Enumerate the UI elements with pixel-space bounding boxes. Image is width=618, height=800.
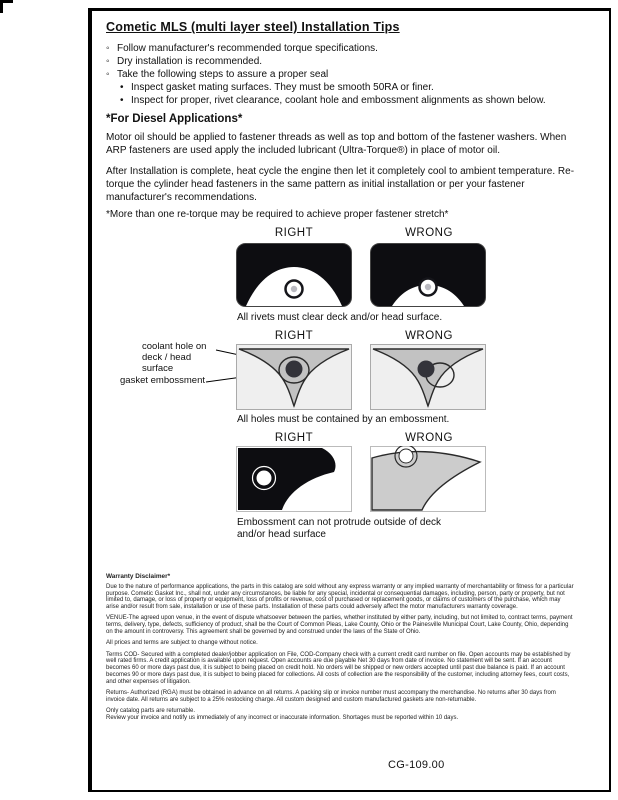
caption-protrusion: Embossment can not protrude outside of deck and/or head surface xyxy=(237,517,442,540)
diagram-embossment-wrong xyxy=(370,344,488,410)
warranty-paragraph: Due to the nature of performance applications, the parts in this catalog are sold without any express warranty or any implied warranty of merchantability or fitness for a particular purpose. Cometic Gasket Inc., shall not, under any circumstances, be liable for any special, incidental or consequential damages, including, person, party or property, but not limited to, damage, or loss of property or equipment, loss of profits or revenue, cost of purchased or replacement goods, or claims of customers of the purchase, which may arise and/or result from sale, installation or use of these parts. Installation of these parts could adversely affect the motor manufacturers warranty coverage. xyxy=(106,583,574,611)
tip-item: ◦ Dry installation is recommended. xyxy=(106,55,598,68)
warranty-paragraph: Review your invoice and notify us immediately of any incorrect or inaccurate information. Shortages must be reported within 10 days. xyxy=(106,715,459,722)
protrusion-wrong-figure xyxy=(370,446,486,512)
diagram-protrusion-right xyxy=(236,446,352,512)
diagram-embossment-right xyxy=(236,344,352,410)
right-label-row2: RIGHT xyxy=(274,330,314,342)
wrong-label-row2: WRONG xyxy=(405,330,453,342)
diesel-paragraph-2: After Installation is complete, heat cycle the engine then let it completely cool to ambient temperature. Re-torque the cylinder head fasteners in the same pattern as initial installation or per your fastener manufacturer's recommendations. xyxy=(106,166,575,203)
tip-subitem: • Inspect gasket mating surfaces. They must be smooth 50RA or finer. xyxy=(120,81,598,94)
rivet-right-figure xyxy=(236,243,352,309)
rivet-wrong-figure xyxy=(370,243,486,309)
diagram-rivet-right xyxy=(236,243,352,309)
warranty-paragraph: All prices and terms are subject to change without notice. xyxy=(106,640,258,647)
annotation-gasket-embossment: gasket embossment xyxy=(120,375,206,386)
caption-rivets: All rivets must clear deck and/or head surface. xyxy=(237,312,443,323)
right-label-row3: RIGHT xyxy=(274,432,314,444)
diagram-protrusion-wrong xyxy=(370,446,488,512)
warranty-paragraph: Only catalog parts are returnable. xyxy=(106,708,196,715)
right-label-row1: RIGHT xyxy=(274,227,314,239)
diesel-paragraph-1: Motor oil should be applied to fastener threads as well as top and bottom of the fastener washers. When ARP fasteners are used apply the included lubricant (Ultra-Torque®) in place of motor oil. xyxy=(106,132,567,156)
diagram-rivet-wrong xyxy=(370,243,488,309)
warranty-paragraph: VENUE-The agreed upon venue, in the event of dispute whatsoever between the parties, whether instituted by either party, including, but not limited to, contract terms, payment terms, delivery, type, defects, sufficiency of product, shall be the Court of Common Pleas, Lake County, Ohio or the Painesville Municipal Court, Lake County, Ohio, depending on the amount in controversy. This agreement shall be governed by and construed under the laws of the State of Ohio. xyxy=(106,615,573,636)
catalog-page-code: CG-109.00 xyxy=(388,759,445,771)
embossment-right-figure xyxy=(236,344,352,410)
embossment-wrong-figure xyxy=(370,344,486,410)
warranty-paragraph: Terms COD- Secured with a completed dealer/jobber application on File, COD-Company check with a current credit card number on file. Open accounts may be established by well rated firms. A credit application is available upon request. Open accounts are due payable Net 30 days from date of invoice. No statement will be sent. If an account becomes 60 or more days past due, it is subject to being placed on credit hold. No orders will be shipped or new orders accepted until past due balance is paid. If an account becomes 90 or more days past due, it is subject to being placed for collections. All costs of collection are the responsibility of the customer, including attorney fees, court costs, and other expenses of litigation. xyxy=(106,651,571,685)
diesel-applications-heading: *For Diesel Applications* xyxy=(106,113,243,125)
installation-tips-list xyxy=(106,42,598,107)
wrong-label-row1: WRONG xyxy=(405,227,453,239)
annotation-coolant-hole: coolant hole on deck / head surface xyxy=(142,341,207,374)
warranty-paragraph: Returns- Authorized (RGA) must be obtained in advance on all returns. A packing slip or invoice number must accompany the merchandise. No returns after 30 days from invoice date. All returns are subject to a 25% restocking charge. All custom designed and custom manufactured gaskets are non-returnable. xyxy=(106,690,556,703)
page-title: Cometic MLS (multi layer steel) Installation Tips xyxy=(106,20,400,34)
tip-item: ◦ Take the following steps to assure a proper seal xyxy=(106,68,598,81)
warranty-disclaimer xyxy=(106,574,574,726)
tip-item: ◦ Follow manufacturer's recommended torque specifications. xyxy=(106,42,598,55)
protrusion-right-figure xyxy=(236,446,352,512)
retorque-note: *More than one re-torque may be required to achieve proper fastener stretch* xyxy=(106,209,449,220)
corner-crop-mark xyxy=(0,0,13,13)
warranty-heading: Warranty Disclaimer* xyxy=(106,573,171,580)
caption-holes: All holes must be contained by an embossment. xyxy=(237,414,450,425)
tip-subitem: • Inspect for proper, rivet clearance, coolant hole and embossment alignments as shown below. xyxy=(120,94,598,107)
wrong-label-row3: WRONG xyxy=(405,432,453,444)
